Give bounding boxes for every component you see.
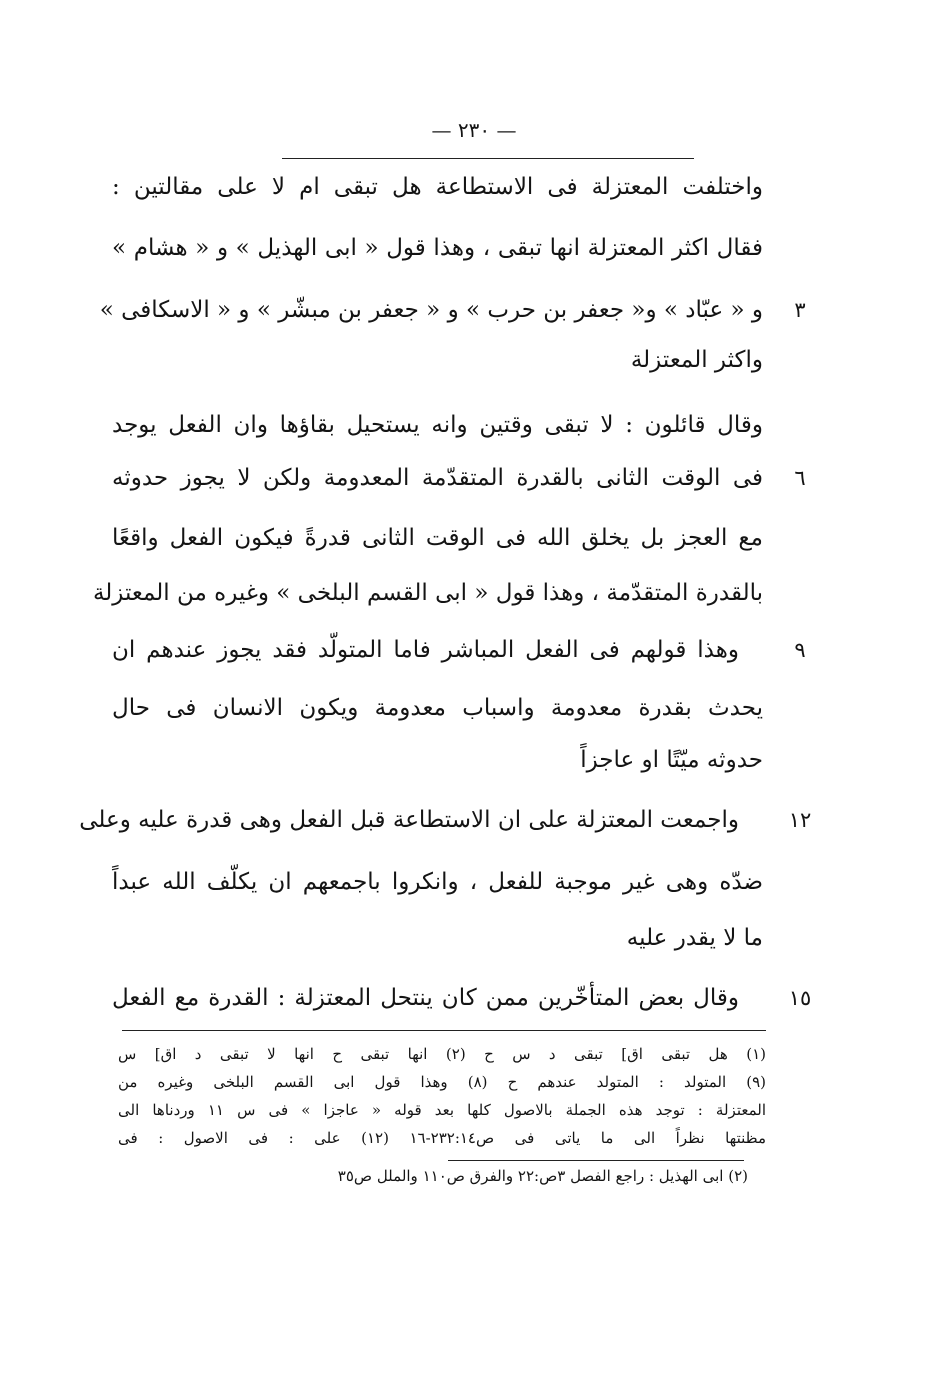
footnote-line-4: مظنتها نظراً الى ما ياتى فى ص٢٣٢:١٤-١٦ (١٢) على : فى الاصول : فى (118, 1129, 766, 1147)
body-line-14: ما لا يقدر عليه (626, 925, 763, 951)
line-number-12: ١٢ (788, 808, 812, 832)
body-line-8: بالقدرة المتقدّمة ، وهذا قول « ابى القسم البلخى » وغيره من المعتزلة (92, 580, 763, 606)
body-line-1: واختلفت المعتزلة فى الاستطاعة هل تبقى ام لا على مقالتين : (112, 174, 763, 200)
footnote-line-1: (١) هل تبقى اق] تبقى د س ح (٢) انها تبقى ح انها لا تبقى د اق] س (118, 1045, 766, 1063)
footnote-rule (122, 1030, 766, 1031)
body-line-9: وهذا قولهم فى الفعل المباشر فاما المتولّد فقد يجوز عندهم ان (112, 637, 739, 663)
reference-note: (٢) ابى الهذيل : راجع الفصل ٣ص:٢٢ والفرق ص١١٠ والملل ص٣٥ (337, 1167, 748, 1185)
line-number-6: ٦ (794, 466, 806, 490)
body-line-4: واكثر المعتزلة (630, 347, 763, 373)
line-number-9: ٩ (794, 638, 806, 662)
body-line-3: و « عبّاد » و« جعفر بن حرب » و « جعفر بن مبشّر » و « الاسكافى » (99, 297, 763, 323)
body-line-2: فقال اكثر المعتزلة انها تبقى ، وهذا قول « ابى الهذيل » و « هشام » (112, 235, 763, 261)
body-line-6: فى الوقت الثانى بالقدرة المتقدّمة المعدومة ولكن لا يجوز حدوثه (112, 465, 763, 491)
header-rule (282, 158, 694, 159)
body-line-7: مع العجز بل يخلق الله فى الوقت الثانى قدرةً فيكون الفعل واقعًا (112, 525, 763, 551)
footnote-line-2: (٩) المتولد : المتولد عندهم ح (٨) وهذا قول ابى القسم البلخى وغيره من (118, 1073, 766, 1091)
body-line-13: ضدّه وهى غير موجبة للفعل ، وانكروا باجمعهم ان يكلّف الله عبداً (112, 869, 763, 895)
line-number-3: ٣ (794, 298, 806, 322)
footnote-line-3: المعتزلة : توجد هذه الجملة بالاصول كلها بعد قوله « عاجزا » فى س ١١ وردناها الى (118, 1101, 766, 1119)
reference-rule (448, 1160, 744, 1161)
line-number-15: ١٥ (788, 986, 812, 1010)
body-line-15: وقال بعض المتأخّرين ممن كان ينتحل المعتزلة : القدرة مع الفعل (112, 985, 739, 1011)
body-line-5: وقال قائلون : لا تبقى وقتين وانه يستحيل بقاؤها وان الفعل يوجد (112, 412, 763, 438)
body-line-11: حدوثه ميّتًا او عاجزاً (580, 747, 763, 773)
body-line-12: واجمعت المعتزلة على ان الاستطاعة قبل الفعل وهى قدرة عليه وعلى (79, 807, 739, 833)
page-number: — ٢٣٠ — (431, 118, 517, 142)
body-line-10: يحدث بقدرة معدومة واسباب معدومة ويكون الانسان فى حال (112, 695, 763, 721)
